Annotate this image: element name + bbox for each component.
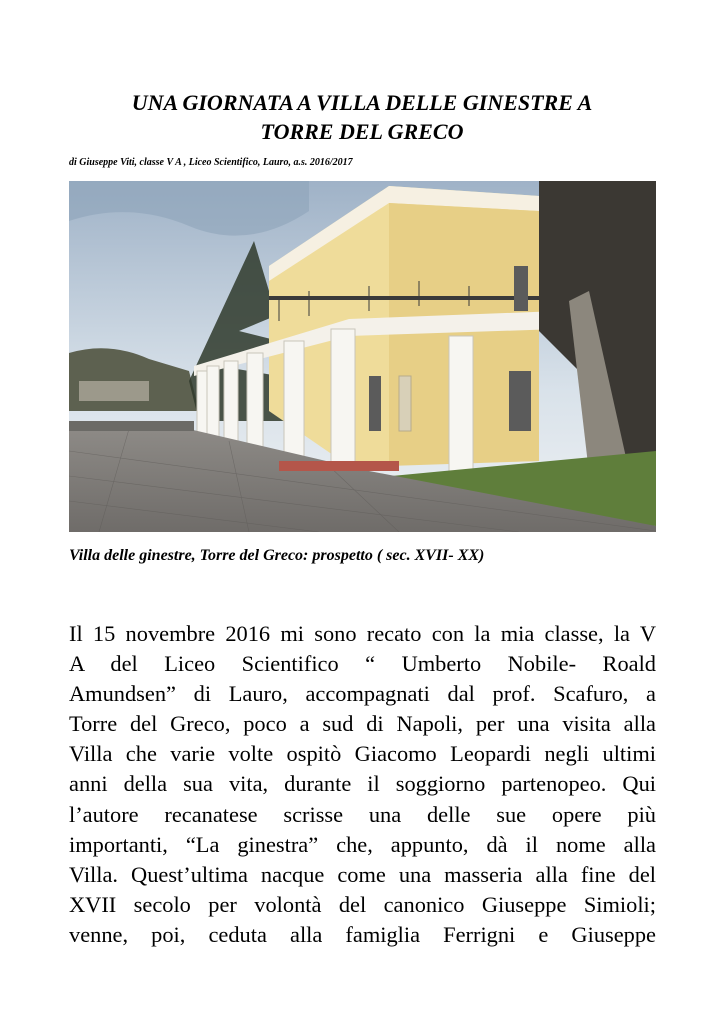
body-line: Villa che varie volte ospitò Giacomo Leopardi negli ultimi	[69, 741, 656, 767]
body-line: XVII secolo per volontà del canonico Giuseppe Simioli;	[69, 891, 656, 917]
photo-caption: Villa delle ginestre, Torre del Greco: prospetto ( sec. XVII- XX)	[69, 547, 485, 564]
document-title	[69, 88, 655, 146]
body-line: l’autore recanatese scrisse una delle sue opere più	[69, 801, 656, 827]
body-line: Il 15 novembre 2016 mi sono recato con la mia classe, la V	[69, 621, 656, 646]
body-line: Torre del Greco, poco a sud di Napoli, per una visita alla	[69, 711, 656, 737]
body-paragraph	[69, 619, 656, 950]
body-line: Villa. Quest’ultima nacque come una masseria alla fine del	[69, 861, 656, 887]
body-line: Amundsen” di Lauro, accompagnati dal prof. Scafuro, a	[69, 681, 656, 707]
author-byline: di Giuseppe Viti, classe V A , Liceo Scientifico, Lauro, a.s. 2016/2017	[69, 157, 353, 168]
title-line-2: TORRE DEL GRECO	[260, 119, 464, 144]
body-line: venne, poi, ceduta alla famiglia Ferrigni e Giuseppe	[69, 921, 656, 947]
title-line-1: UNA GIORNATA A VILLA DELLE GINESTRE A	[131, 90, 593, 115]
villa-photo	[69, 181, 656, 532]
body-line: anni della sua vita, durante il soggiorno partenopeo. Qui	[69, 771, 656, 797]
body-line: importanti, “La ginestra” che, appunto, dà il nome alla	[69, 831, 656, 857]
body-line: A del Liceo Scientifico “ Umberto Nobile- Roald	[69, 651, 656, 677]
